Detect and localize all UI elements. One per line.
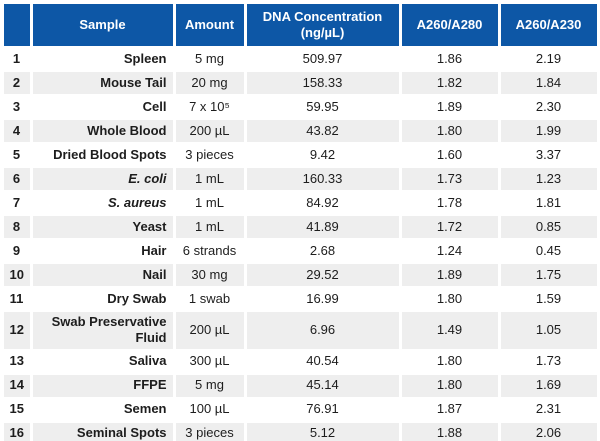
amount-value: 100 µL: [176, 399, 244, 421]
header-row-number: [4, 4, 30, 46]
amount-value: 200 µL: [176, 120, 244, 142]
row-number: 15: [4, 399, 30, 421]
a260-a230-value: 2.31: [501, 399, 597, 421]
row-number: 4: [4, 120, 30, 142]
a260-a280-value: 1.73: [402, 168, 498, 190]
sample-name: Dry Swab: [33, 288, 173, 310]
header-sample: Sample: [33, 4, 173, 46]
a260-a230-value: 1.73: [501, 351, 597, 373]
dna-concentration-value: 43.82: [247, 120, 399, 142]
row-number: 2: [4, 72, 30, 94]
a260-a230-value: 0.85: [501, 216, 597, 238]
table-row: [4, 423, 597, 441]
a260-a230-value: 1.75: [501, 264, 597, 286]
table-row: [4, 48, 597, 70]
a260-a230-value: 1.05: [501, 312, 597, 349]
dna-concentration-value: 84.92: [247, 192, 399, 214]
dna-concentration-value: 5.12: [247, 423, 399, 441]
a260-a230-value: 1.99: [501, 120, 597, 142]
a260-a230-value: 2.19: [501, 48, 597, 70]
a260-a280-value: 1.78: [402, 192, 498, 214]
a260-a280-value: 1.89: [402, 264, 498, 286]
a260-a280-value: 1.88: [402, 423, 498, 441]
table-row: [4, 96, 597, 118]
sample-name: Spleen: [33, 48, 173, 70]
table-body: [4, 48, 597, 441]
dna-concentration-value: 509.97: [247, 48, 399, 70]
a260-a280-value: 1.80: [402, 288, 498, 310]
sample-name: Whole Blood: [33, 120, 173, 142]
sample-name: Dried Blood Spots: [33, 144, 173, 166]
sample-name: Cell: [33, 96, 173, 118]
a260-a280-value: 1.72: [402, 216, 498, 238]
a260-a280-value: 1.80: [402, 351, 498, 373]
header-amount: Amount: [176, 4, 244, 46]
amount-value: 1 mL: [176, 216, 244, 238]
dna-concentration-value: 40.54: [247, 351, 399, 373]
table-row: [4, 312, 597, 349]
row-number: 12: [4, 312, 30, 349]
amount-value: 6 strands: [176, 240, 244, 262]
a260-a280-value: 1.49: [402, 312, 498, 349]
a260-a230-value: 1.81: [501, 192, 597, 214]
table-row: [4, 168, 597, 190]
row-number: 7: [4, 192, 30, 214]
row-number: 10: [4, 264, 30, 286]
amount-value: 5 mg: [176, 48, 244, 70]
a260-a280-value: 1.87: [402, 399, 498, 421]
a260-a230-value: 2.30: [501, 96, 597, 118]
a260-a230-value: 1.59: [501, 288, 597, 310]
dna-concentration-value: 160.33: [247, 168, 399, 190]
header-dna-concentration: DNA Concentration (ng/µL): [247, 4, 399, 46]
header-a260-a230: A260/A230: [501, 4, 597, 46]
a260-a280-value: 1.80: [402, 375, 498, 397]
sample-name: Mouse Tail: [33, 72, 173, 94]
dna-concentration-value: 41.89: [247, 216, 399, 238]
a260-a230-value: 0.45: [501, 240, 597, 262]
dna-concentration-value: 158.33: [247, 72, 399, 94]
sample-name: S. aureus: [33, 192, 173, 214]
row-number: 1: [4, 48, 30, 70]
amount-value: 3 pieces: [176, 144, 244, 166]
row-number: 14: [4, 375, 30, 397]
sample-name: Nail: [33, 264, 173, 286]
sample-name: Yeast: [33, 216, 173, 238]
header-a260-a280: A260/A280: [402, 4, 498, 46]
a260-a280-value: 1.89: [402, 96, 498, 118]
table-row: [4, 375, 597, 397]
table-row: [4, 72, 597, 94]
row-number: 9: [4, 240, 30, 262]
amount-value: 20 mg: [176, 72, 244, 94]
row-number: 6: [4, 168, 30, 190]
row-number: 13: [4, 351, 30, 373]
sample-name: Seminal Spots: [33, 423, 173, 441]
amount-value: 3 pieces: [176, 423, 244, 441]
dna-concentration-value: 9.42: [247, 144, 399, 166]
a260-a280-value: 1.82: [402, 72, 498, 94]
amount-value: 1 mL: [176, 192, 244, 214]
a260-a280-value: 1.86: [402, 48, 498, 70]
row-number: 3: [4, 96, 30, 118]
dna-concentration-value: 6.96: [247, 312, 399, 349]
table-row: [4, 120, 597, 142]
row-number: 11: [4, 288, 30, 310]
table-row: [4, 351, 597, 373]
amount-value: 1 mL: [176, 168, 244, 190]
a260-a280-value: 1.24: [402, 240, 498, 262]
sample-name: Semen: [33, 399, 173, 421]
sample-name: Saliva: [33, 351, 173, 373]
a260-a280-value: 1.80: [402, 120, 498, 142]
table-row: [4, 216, 597, 238]
table-row: [4, 288, 597, 310]
amount-value: 200 µL: [176, 312, 244, 349]
table-row: [4, 240, 597, 262]
row-number: 8: [4, 216, 30, 238]
dna-concentration-value: 45.14: [247, 375, 399, 397]
table-row: [4, 399, 597, 421]
a260-a280-value: 1.60: [402, 144, 498, 166]
dna-concentration-value: 2.68: [247, 240, 399, 262]
amount-value: 300 µL: [176, 351, 244, 373]
dna-concentration-value: 16.99: [247, 288, 399, 310]
table-row: [4, 144, 597, 166]
sample-name: FFPE: [33, 375, 173, 397]
amount-value: 30 mg: [176, 264, 244, 286]
sample-name: Swab Preservative Fluid: [33, 312, 173, 349]
a260-a230-value: 1.84: [501, 72, 597, 94]
dna-yield-table: [1, 2, 600, 441]
sample-name: E. coli: [33, 168, 173, 190]
amount-value: 7 x 10⁵: [176, 96, 244, 118]
a260-a230-value: 3.37: [501, 144, 597, 166]
dna-concentration-value: 29.52: [247, 264, 399, 286]
dna-concentration-value: 76.91: [247, 399, 399, 421]
a260-a230-value: 1.23: [501, 168, 597, 190]
row-number: 16: [4, 423, 30, 441]
a260-a230-value: 1.69: [501, 375, 597, 397]
sample-name: Hair: [33, 240, 173, 262]
dna-concentration-value: 59.95: [247, 96, 399, 118]
table-row: [4, 264, 597, 286]
a260-a230-value: 2.06: [501, 423, 597, 441]
table-row: [4, 192, 597, 214]
amount-value: 5 mg: [176, 375, 244, 397]
row-number: 5: [4, 144, 30, 166]
amount-value: 1 swab: [176, 288, 244, 310]
header-row: [4, 4, 597, 46]
